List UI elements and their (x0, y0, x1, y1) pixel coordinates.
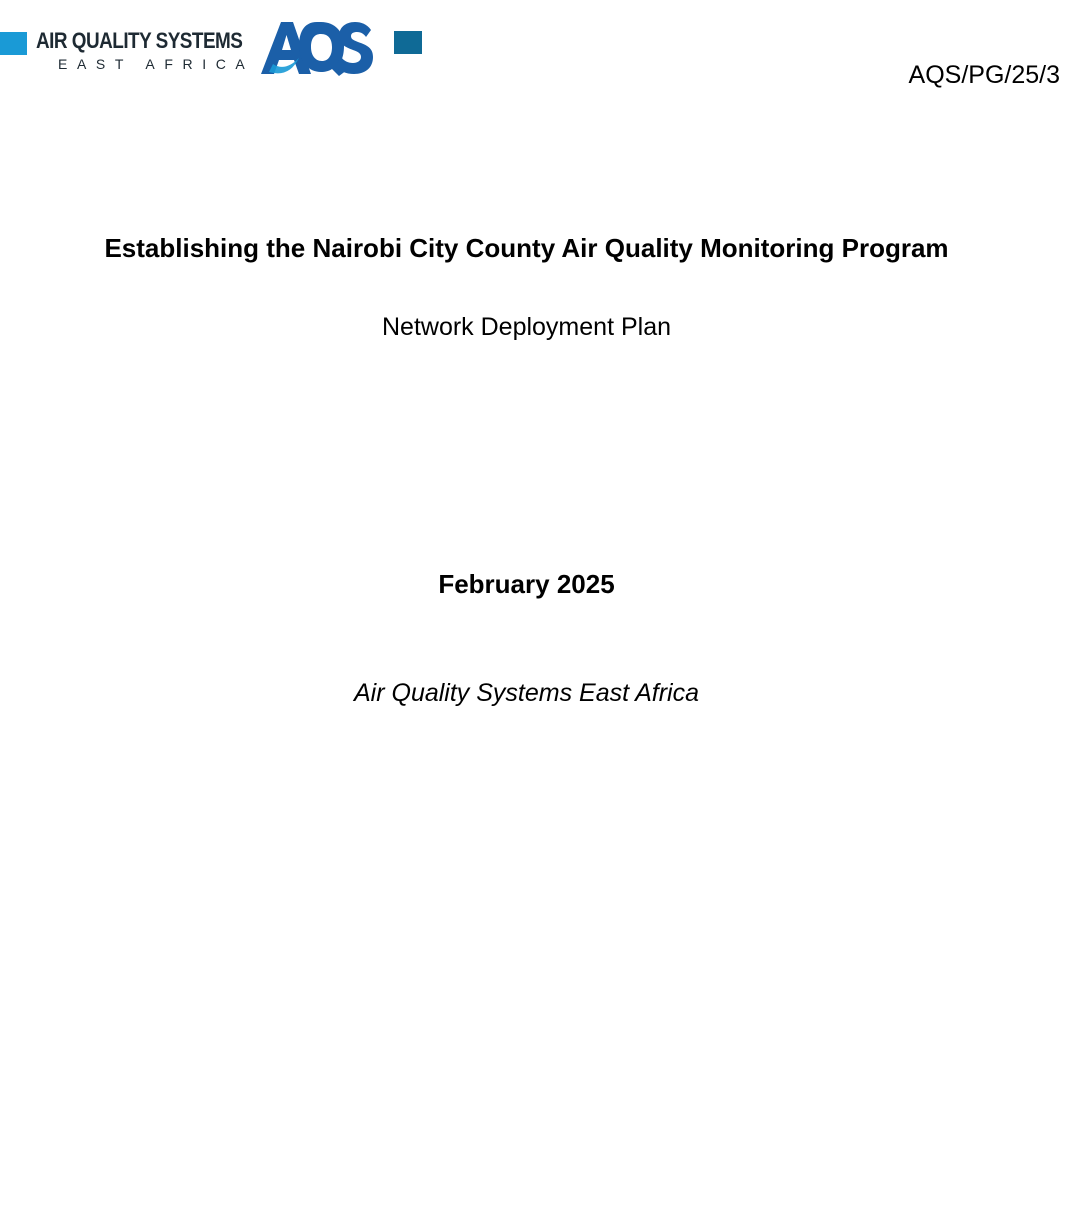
document-title: Establishing the Nairobi City County Air Quality Monitoring Program (104, 233, 949, 263)
logo-brand-name: AIR QUALITY SYSTEMS (36, 28, 243, 53)
document-organization: Air Quality Systems East Africa (354, 679, 699, 707)
document-date: February 2025 (438, 569, 615, 599)
aqs-logo-mark-icon (259, 14, 375, 80)
logo-brand-region: EAST AFRICA (58, 56, 255, 72)
logo-square-right (394, 31, 422, 54)
company-logo (0, 14, 430, 84)
document-reference-number: AQS/PG/25/3 (908, 61, 1060, 89)
document-subtitle: Network Deployment Plan (381, 313, 671, 341)
logo-square-left (0, 32, 27, 55)
